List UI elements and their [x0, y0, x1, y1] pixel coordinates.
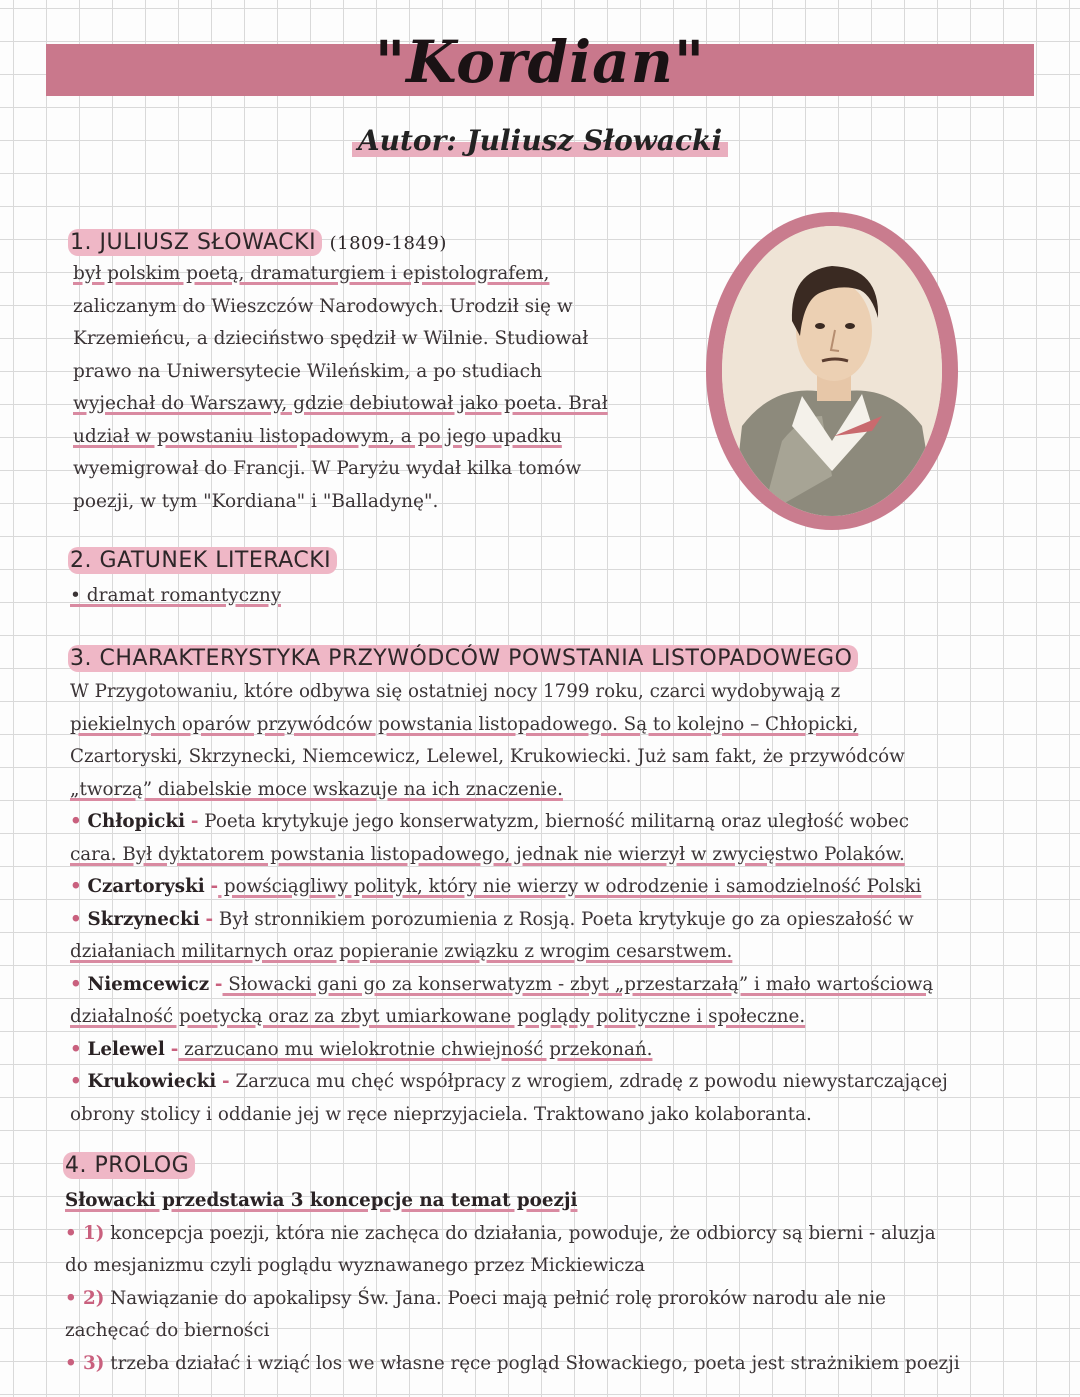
concept-3 — [65, 1348, 960, 1381]
section-1-years: (1809-1849) — [329, 233, 447, 254]
section-2-heading — [68, 548, 337, 573]
concept-number: • 1) — [65, 1222, 105, 1244]
leader-dash: - — [205, 908, 214, 930]
leader-text: Słowacki gani go za konserwatyzm - zbyt „przestarzałą” i mało wartościową — [222, 973, 934, 995]
portrait-illustration — [722, 226, 942, 516]
leader-cont: obrony stolicy i oddanie jej w ręce nieprzyjaciela. Traktowano jako kolaboranta. — [70, 1103, 812, 1125]
bio-line: udział w powstaniu listopadowym, a po jego upadku — [73, 425, 562, 447]
bullet: • — [70, 908, 82, 930]
leader-krukowiecki — [70, 1066, 948, 1099]
leader-text: Poeta krytykuje jego konserwatyzm, bierność militarną oraz uległość wobec — [198, 811, 909, 832]
concept-number: • 2) — [65, 1287, 105, 1309]
prolog-lead: Słowacki przedstawia 3 koncepcje na temat poezji — [65, 1190, 578, 1211]
bio-line: wyemigrował do Francji. W Paryżu wydał kilka tomów — [73, 458, 582, 479]
section-4-heading-text: 4. PROLOG — [63, 1152, 195, 1179]
page-subtitle — [0, 124, 1080, 157]
bullet: • — [70, 811, 82, 832]
leader-lelewel — [70, 1034, 948, 1067]
intro-line: piekielnych oparów przywódców powstania listopadowego. Są to kolejno – Chłopicki, — [70, 713, 859, 735]
leader-name: Krukowiecki — [87, 1071, 217, 1092]
concept-text: koncepcja poezji, która nie zachęca do działania, powoduje, że odbiorcy są bierni - aluzja — [104, 1222, 936, 1244]
section-2-heading-text: 2. GATUNEK LITERACKI — [68, 547, 337, 574]
leader-name: Czartoryski — [87, 876, 205, 897]
genre-item: • dramat romantyczny — [70, 585, 282, 606]
leader-czartoryski — [70, 871, 948, 904]
bullet: • — [70, 876, 82, 897]
leader-chlopicki — [70, 806, 948, 839]
bullet: • — [70, 973, 82, 995]
intro-line: „tworzą” diabelskie moce wskazuje na ich znaczenie. — [70, 778, 563, 800]
leader-niemcewicz — [70, 969, 948, 1002]
bio-line: był polskim poetą, dramaturgiem i epistolografem, — [73, 263, 550, 284]
leader-text: Zarzuca mu chęć współpracy z wrogiem, zdradę z powodu niewystarczającej — [229, 1071, 948, 1092]
leader-cont: cara. Był dyktatorem powstania listopadowego, jednak nie wierzył w zwycięstwo Polaków. — [70, 843, 905, 865]
section-3-heading — [68, 646, 858, 671]
bio-line: wyjechał do Warszawy, gdzie debiutował jako poeta. Brał — [73, 393, 608, 414]
concept-1 — [65, 1218, 960, 1251]
concept-text: trzeba działać i wziąć los we własne ręce pogląd Słowackiego, poeta jest strażnikiem poezji — [104, 1352, 960, 1374]
intro-line: W Przygotowaniu, które odbywa się ostatniej nocy 1799 roku, czarci wydobywają z — [70, 681, 841, 702]
leader-name: Chłopicki — [87, 811, 186, 832]
section-3-heading-text: 3. CHARAKTERYSTYKA PRZYWÓDCÓW POWSTANIA LISTOPADOWEGO — [68, 645, 858, 672]
leader-dash: - — [210, 876, 219, 897]
author-portrait — [722, 226, 942, 516]
leader-text: powściągliwy polityk, który nie wierzy w odrodzenie i samodzielność Polski — [218, 876, 922, 897]
leader-cont: działaniach militarnych oraz popieranie związku z wrogim cesarstwem. — [70, 941, 733, 962]
bio-line: Krzemieńcu, a dzieciństwo spędził w Wilnie. Studiował — [73, 328, 589, 349]
leader-name: Lelewel — [87, 1038, 165, 1060]
bullet: • — [70, 1038, 82, 1060]
subtitle-text: Autor: Juliusz Słowacki — [352, 124, 728, 157]
bio-line: prawo na Uniwersytecie Wileńskim, a po studiach — [73, 360, 542, 382]
section-2-paragraph — [70, 580, 281, 613]
section-4-heading — [63, 1153, 195, 1178]
concept-cont: do mesjanizmu czyli poglądu wyznawanego przez Mickiewicza — [65, 1255, 646, 1276]
leader-text: Był stronnikiem porozumienia z Rosją. Poeta krytykuje go za opieszałość w — [213, 908, 914, 930]
leader-name: Skrzynecki — [87, 908, 200, 930]
leader-name: Niemcewicz — [87, 973, 210, 995]
section-4-paragraph — [65, 1185, 960, 1380]
section-1-heading — [68, 230, 447, 255]
leader-skrzynecki — [70, 904, 948, 937]
concept-cont: zachęcać do bierności — [65, 1320, 270, 1341]
leader-dash: - — [214, 973, 223, 995]
leader-dash: - — [222, 1071, 230, 1092]
leader-text: zarzucano mu wielokrotnie chwiejność przekonań. — [178, 1038, 653, 1060]
leader-cont: działalność poetycką oraz za zbyt umiarkowane poglądy polityczne i społeczne. — [70, 1006, 806, 1027]
section-1-heading-text: 1. JULIUSZ SŁOWACKI — [68, 229, 322, 256]
bullet: • — [70, 1071, 82, 1092]
intro-line: Czartoryski, Skrzynecki, Niemcewicz, Lelewel, Krukowiecki. Już sam fakt, że przywódców — [70, 746, 905, 767]
leader-dash: - — [190, 811, 199, 832]
section-3-paragraph — [70, 676, 948, 1131]
leader-dash: - — [170, 1038, 179, 1060]
concept-number: • 3) — [65, 1352, 105, 1374]
bio-line: zaliczanym do Wieszczów Narodowych. Urodził się w — [73, 295, 573, 317]
bio-line: poezji, w tym "Kordiana" i "Balladynę". — [73, 490, 439, 512]
concept-text: Nawiązanie do apokalipsy Św. Jana. Poeci mają pełnić rolę proroków narodu ale nie — [104, 1287, 886, 1309]
section-1-paragraph — [73, 258, 608, 518]
concept-2 — [65, 1283, 960, 1316]
page-title: "Kordian" — [374, 28, 706, 96]
